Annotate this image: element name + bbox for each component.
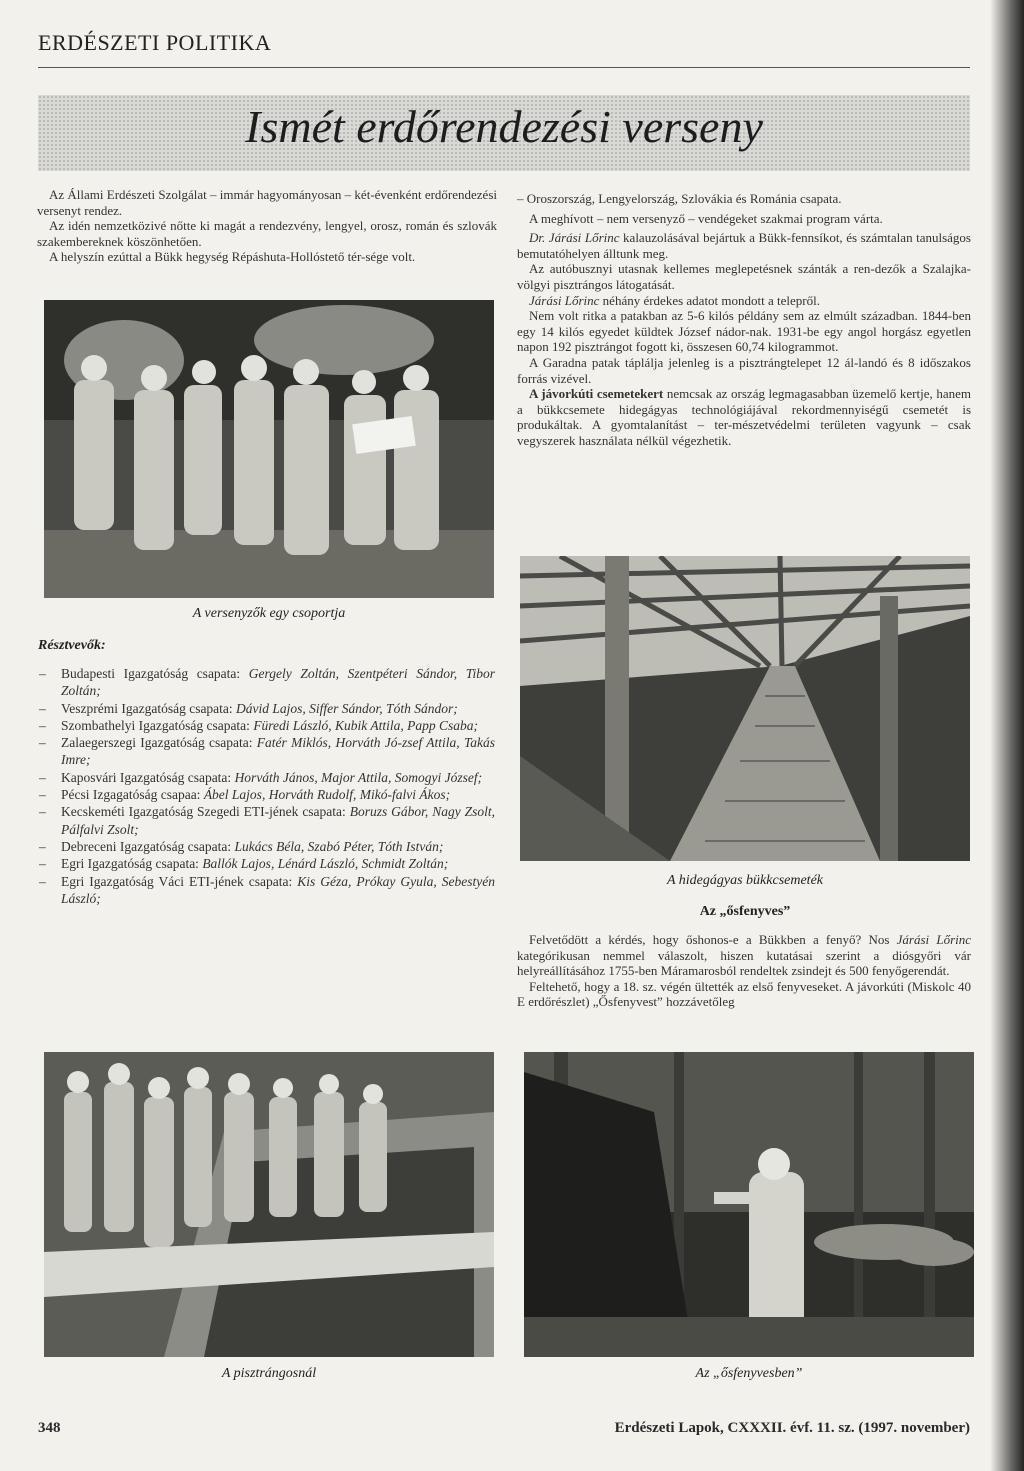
participants-heading: Résztvevők:: [38, 638, 106, 653]
photo-cold-beds: [520, 556, 970, 861]
continuation-line: – Oroszország, Lengyelország, Szlovákia és Románia csapata.: [517, 191, 842, 206]
team-members: Füredi László, Kubik Attila, Papp Csaba;: [253, 717, 478, 733]
participant-team: [37, 734, 495, 769]
article-title: Ismét erdőrendezési verseny: [245, 101, 763, 152]
team-organization: Kaposvári Igazgatóság csapata:: [61, 769, 235, 785]
intro-paragraph: Az idén nemzetközivé nőtte ki magát a rendezvény, lengyel, orosz, román és szlovák szakembereknek köszönhetően.: [37, 218, 497, 249]
list-dash: –: [39, 735, 46, 751]
right-column-text-2: [517, 932, 971, 1010]
team-organization: Kecskeméti Igazgatóság Szegedi ETI-jének csapata:: [61, 804, 350, 820]
paragraph-nursery: A jávorkúti csemetekert nemcsak az ország legmagasabban üzemelő kertje, hanem a bükkcsemete hidegágyas technológiájával rekordmennyiségű csemetét is produkáltak. A gyomtalanítást – ter-mészetvédelmi területen vagyunk – csak vegyszerek használata nélkül végezhetik.: [517, 386, 971, 448]
list-dash: –: [39, 856, 46, 872]
participant-team: [37, 855, 495, 872]
participant-team: [37, 803, 495, 838]
list-dash: –: [39, 717, 46, 733]
paragraph-garadna: A Garadna patak táplálja jelenleg is a pisztrángtelepet 12 ál-landó és 8 időszakos forrás vizével.: [517, 354, 971, 386]
photo-cold-beds-illustration: [520, 556, 970, 861]
team-members: Horváth János, Major Attila, Somogyi József;: [234, 769, 483, 785]
person-name: Járási Lőrinc: [529, 292, 600, 308]
photo-competitors-illustration: [44, 300, 494, 598]
team-members: Ábel Lajos, Horváth Rudolf, Mikó-falvi Ákos;: [203, 787, 451, 803]
paragraph-guests: A meghívott – nem versenyző – vendégeket szakmai program várta.: [529, 210, 883, 226]
page-number: 348: [38, 1420, 61, 1436]
participant-team: [37, 700, 495, 717]
team-organization: Szombathelyi Igazgatóság csapata:: [61, 717, 254, 733]
subheading-old-pinewood: Az „ősfenyves”: [699, 904, 791, 919]
list-dash: –: [39, 804, 46, 820]
person-name: Járási Lőrinc: [896, 932, 972, 947]
photo-trout-illustration: [44, 1052, 494, 1357]
participant-team: [37, 717, 495, 734]
paragraph-history: Nem volt ritka a patakban az 5-6 kilós példány sem az elmúlt században. 1844-ben egy 14 kilós egyedet küldtek József nádor-nak. 1931-be egy angol horgász egyetlen napon 192 pisztrángot fogott ki, összesen 60,74 kilogrammot.: [517, 308, 971, 355]
paragraph-surprise: Az autóbusznyi utasnak kellemes meglepetésnek szánták a ren-dezők a Szalajka-völgyi pisztrángos látogatását.: [517, 261, 971, 292]
participants-list-wrap: [37, 665, 495, 907]
list-dash: –: [39, 769, 46, 785]
caption-photo1: A versenyzők egy csoportja: [192, 606, 346, 621]
team-organization: Debreceni Igazgatóság csapata:: [61, 838, 235, 854]
paragraph-pine-planting: Feltehető, hogy a 18. sz. végén ültették az első fenyveseket. A jávorkúti (Miskolc 40 E erdőrészlet) „Ősfenyvest” hozzávetőleg: [517, 978, 971, 1010]
list-dash: –: [39, 787, 46, 803]
team-members: Lukács Béla, Szabó Péter, Tóth István;: [234, 838, 444, 854]
photo-competitors-group: [44, 300, 494, 598]
header-rule: [38, 67, 970, 68]
team-members: Ballók Lajos, Lénárd László, Schmidt Zoltán;: [202, 856, 449, 872]
participant-team: [37, 873, 495, 908]
paragraph-data: Járási Lőrinc néhány érdekes adatot mondott a telepről.: [529, 292, 820, 308]
paragraph-pine-origin: Felvetődött a kérdés, hogy őshonos-e a Bükkben a fenyő? Nos Járási Lőrinc kategórikusan nemmel válaszolt, hiszen kutatásai szerint a diósgyőri vár helyreállításához 1755-ben Máramarosból rendeltek zsindejt és 500 fenyőgerendát.: [517, 932, 972, 979]
team-organization: Pécsi Izgagatóság csapaa:: [61, 787, 204, 803]
caption-photo4: Az „ősfenyvesben”: [695, 1366, 803, 1381]
photo-old-pinewood: [524, 1052, 974, 1357]
team-organization: Egri Igazgatóság csapata:: [61, 856, 203, 872]
intro-paragraph: Az Állami Erdészeti Szolgálat – immár hagyományosan – két-évenként erdőrendezési versenyt rendez.: [37, 187, 497, 218]
participant-team: [37, 786, 495, 803]
nursery-name: A jávorkúti csemetekert: [529, 386, 664, 402]
paragraph-tour: Dr. Járási Lőrinc kalauzolásával bejártuk a Bükk-fennsíkot, és számtalan tanulságos bemutatóhelyen álltunk meg.: [517, 230, 971, 261]
team-members: Fatér Miklós, Horváth Jó-zsef Attila, Takás Imre;: [61, 735, 495, 768]
team-members: Boruzs Gábor, Nagy Zsolt, Pálfalvi Zsolt;: [61, 804, 495, 837]
binding-shadow: [990, 0, 1024, 1471]
team-members: Kis Géza, Prókay Gyula, Sebestyén László;: [61, 873, 495, 906]
team-organization: Budapesti Igazgatóság csapata:: [61, 666, 249, 681]
caption-photo3: A pisztrángosnál: [221, 1366, 317, 1381]
intro-paragraph: A helyszín ezúttal a Bükk hegység Répáshuta-Hollóstető tér-sége volt.: [49, 249, 416, 265]
team-organization: Veszprémi Igazgatóság csapata:: [61, 700, 237, 716]
participant-team: [37, 838, 495, 855]
journal-citation: Erdészeti Lapok, CXXXII. évf. 11. sz. (1997. november): [614, 1420, 970, 1436]
person-name: Dr. Járási Lőrinc: [529, 230, 620, 246]
photo-trout-farm: [44, 1052, 494, 1357]
list-dash: –: [39, 700, 46, 716]
team-members: Gergely Zoltán, Szentpéteri Sándor, Tibor Zoltán;: [61, 666, 496, 699]
photo-pinewood-illustration: [524, 1052, 974, 1357]
participant-team: [37, 665, 495, 700]
list-dash: –: [39, 838, 46, 854]
team-organization: Zalaegerszegi Igazgatóság csapata:: [61, 735, 257, 751]
team-members: Dávid Lajos, Siffer Sándor, Tóth Sándor;: [236, 700, 458, 716]
participant-team: [37, 769, 495, 786]
list-dash: –: [39, 873, 46, 889]
section-header: ERDÉSZETI POLITIKA: [38, 30, 272, 55]
team-organization: Egri Igazgatóság Váci ETI-jének csapata:: [61, 873, 298, 889]
caption-photo2: A hidegágyas bükkcsemeték: [666, 873, 823, 888]
right-column-text: [517, 191, 971, 449]
participants-list: [37, 665, 495, 907]
intro-text: [37, 187, 497, 265]
list-dash: –: [39, 666, 46, 681]
